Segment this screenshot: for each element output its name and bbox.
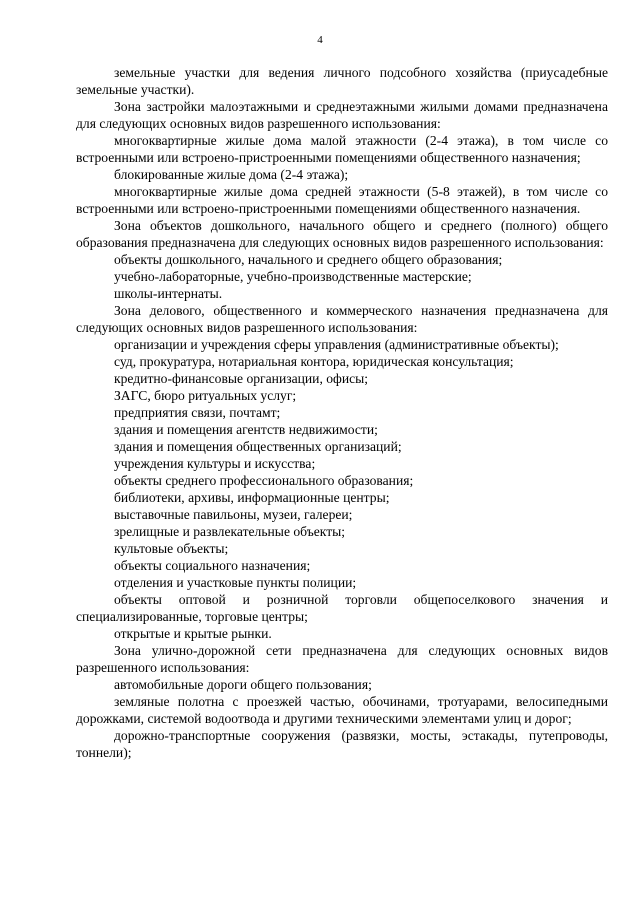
list-item: автомобильные дороги общего пользования; [114,677,372,692]
list-item: ЗАГС, бюро ритуальных услуг; [114,388,297,403]
paragraph: Зона делового, общественного и коммерческого назначения предназначена для следующих основных видов разрешенного использования: [76,303,608,335]
paragraph: Зона объектов дошкольного, начального общего и среднего (полного) общего образования предназначена для следующих основных видов разрешенного использования: [76,218,608,250]
page-number: 4 [317,34,323,46]
list-item: блокированные жилые дома (2-4 этажа); [114,167,349,182]
list-item: школы-интернаты. [114,286,223,301]
paragraph: Зона улично-дорожной сети предназначена для следующих основных видов разрешенного использования: [76,643,608,675]
list-item: кредитно-финансовые организации, офисы; [114,371,369,386]
paragraph: земляные полотна с проезжей частью, обочинами, тротуарами, велосипедными дорожками, системой водоотвода и другими техническими элементами улиц и дорог; [76,694,608,726]
list-item: объекты среднего профессионального образования; [114,473,414,488]
list-item: учебно-лабораторные, учебно-производственные мастерские; [114,269,472,284]
list-item: выставочные павильоны, музеи, галереи; [114,507,353,522]
paragraph: многоквартирные жилые дома малой этажности (2-4 этажа), в том числе со встроенными или встроено-пристроенными помещениями общественного назначения; [76,133,608,165]
list-item: объекты дошкольного, начального и среднего общего образования; [114,252,503,267]
list-item: здания и помещения общественных организаций; [114,439,402,454]
paragraph: объекты оптовой и розничной торговли общепоселкового значения и специализированные, торговые центры; [76,592,608,624]
list-item: зрелищные и развлекательные объекты; [114,524,346,539]
paragraph: земельные участки для ведения личного подсобного хозяйства (приусадебные земельные участки). [76,65,608,97]
list-item: предприятия связи, почтамт; [114,405,281,420]
list-item: суд, прокуратура, нотариальная контора, юридическая консультация; [114,354,514,369]
list-item: учреждения культуры и искусства; [114,456,316,471]
list-item: отделения и участковые пункты полиции; [114,575,357,590]
list-item: здания и помещения агентств недвижимости; [114,422,378,437]
list-item: открытые и крытые рынки. [114,626,272,641]
list-item: объекты социального назначения; [114,558,311,573]
paragraph: дорожно-транспортные сооружения (развязки, мосты, эстакады, путепроводы, тоннели); [76,728,608,760]
paragraph: Зона застройки малоэтажными и среднеэтажными жилыми домами предназначена для следующих основных видов разрешенного использования: [76,99,608,131]
list-item: культовые объекты; [114,541,229,556]
document-body [76,64,608,761]
paragraph: многоквартирные жилые дома средней этажности (5-8 этажей), в том числе со встроенными или встроено-пристроенными помещениями общественного назначения. [76,184,608,216]
list-item: библиотеки, архивы, информационные центры; [114,490,390,505]
list-item: организации и учреждения сферы управления (административные объекты); [114,337,559,352]
